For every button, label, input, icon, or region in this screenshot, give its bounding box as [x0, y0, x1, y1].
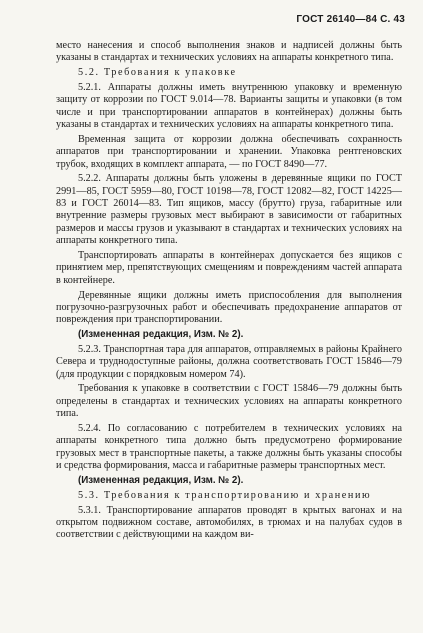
paragraph: Транспортировать аппараты в контейнерах допускается без ящиков с принятием мер, препятствующих смещениям и повреждениям частей аппарата в контейнере.	[56, 250, 402, 286]
paragraph: 5.2.1. Аппараты должны иметь внутреннюю упаковку и временную защиту от коррозии по ГОСТ 9.014—78. Варианты защиты и упаковки (в том числе и при транспортировании аппаратов в контейнерах) должны быть указаны в стандартах и технических условиях на аппараты конкретного типа.	[56, 82, 402, 131]
amendment-note: (Измененная редакция, Изм. № 2).	[78, 329, 244, 341]
paragraph: 5.2.4. По согласованию с потребителем в технических условиях на аппараты конкретного типа должно быть предусмотрено формирование грузовых мест в транспортные пакеты, а также должны быть указаны способы и средства формирования, масса и габаритные размеры транспортных мест.	[56, 422, 402, 471]
section-heading: 5.2. Требования к упаковке	[78, 67, 237, 79]
paragraph: место нанесения и способ выполнения знаков и надписей должны быть указаны в стандартах и технических условиях на аппараты конкретного типа.	[56, 40, 402, 64]
paragraph: 5.2.3. Транспортная тара для аппаратов, отправляемых в районы Крайнего Севера и труднодоступные районы, должна соответствовать ГОСТ 15846—79 (для продукции с порядковым номером 74).	[56, 343, 402, 380]
paragraph: 5.3.1. Транспортирование аппаратов проводят в крытых вагонах и на открытом подвижном составе, автомобилях, в трюмах и на палубах судов в соответствии с действующими на каждом ви-	[56, 504, 402, 541]
section-heading: 5.3. Требования к транспортированию и хранению	[78, 489, 372, 501]
paragraph: Деревянные ящики должны иметь приспособления для выполнения погрузочно-разгрузочных работ и обеспечивать предохранение аппаратов от повреждения при транспортировании.	[56, 289, 402, 326]
amendment-note: (Измененная редакция, Изм. № 2).	[78, 474, 244, 486]
paragraph: Временная защита от коррозии должна обеспечивать сохранность аппаратов при транспортировании и хранении. Упаковка рентгеновских трубок, входящих в комплект аппарата, — по ГОСТ 8490—77.	[56, 133, 402, 170]
page-header: ГОСТ 26140—84 С. 43	[296, 14, 405, 25]
paragraph: Требования к упаковке в соответствии с ГОСТ 15846—79 должны быть определены в стандартах и технических условиях на аппараты конкретного типа.	[56, 383, 402, 420]
paragraph: 5.2.2. Аппараты должны быть уложены в деревянные ящики по ГОСТ 2991—85, ГОСТ 5959—80, ГОСТ 10198—78, ГОСТ 12082—82, ГОСТ 14225—83 и ГОСТ 26014—83. Тип ящиков, массу (брутто) груза, габаритные или внутренние размеры грузовых мест выбирают в зависимости от габаритных размеров и массы грузов и указывают в стандартах и технических условиях на аппараты конкретного типа.	[56, 173, 402, 247]
document-body	[56, 40, 402, 544]
